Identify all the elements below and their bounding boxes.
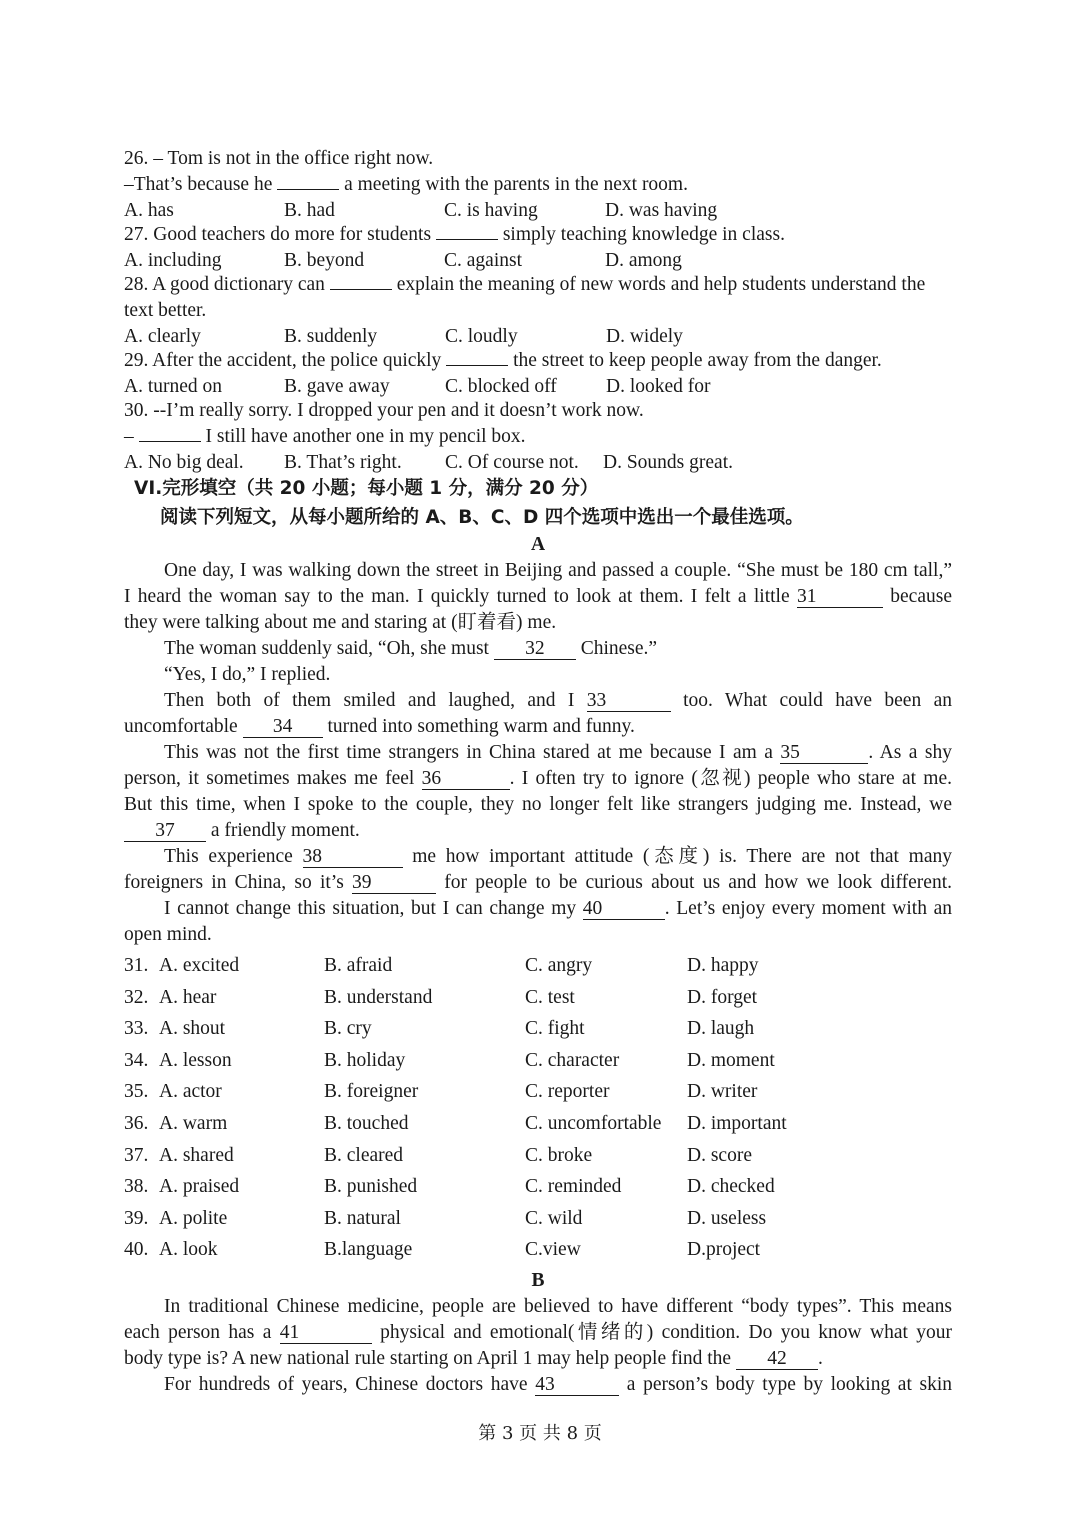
passage-text: The woman suddenly said, “Oh, she must [164,638,494,659]
option-row-32 [124,982,952,1014]
option-a: A. actor [159,1081,222,1103]
option-a: A. shout [159,1018,226,1040]
passage-text: Chinese.” [575,638,658,659]
option-b: B. foreigner [324,1081,419,1103]
option-a: A. has [124,200,174,221]
passage-text: foreigners in China, so it’s [124,872,353,893]
passage-text: . [817,1347,823,1369]
passage-text: a friendly moment. [206,820,360,841]
passage-text: because [882,586,952,607]
question-stem: explain the meaning of new words and help students understand the [391,274,926,295]
passage-a-line [124,792,952,818]
option-c: C. angry [525,955,593,976]
passage-b-heading: B [531,1269,545,1291]
question-stem: 27. Good teachers do more for students [124,224,436,245]
option-c: C. blocked off [445,376,557,397]
passage-a-line [124,766,952,792]
option-row-38 [124,1171,952,1203]
passage-text: turned into something warm and funny. [322,716,635,737]
option-a: A. clearly [124,326,201,347]
option-number: 38. [124,1176,149,1198]
passage-a-line [124,688,952,714]
option-d: D. widely [606,326,683,347]
options-grid [124,950,952,1266]
exam-content [124,146,952,1398]
option-number: 36. [124,1112,149,1134]
question-stem: 28. A good dictionary can [124,274,330,295]
option-b: B. holiday [324,1049,406,1071]
option-c: C. loudly [445,326,518,347]
page-footer: 第 3 页 共 8 页 [478,1423,602,1444]
question-26 [124,146,952,172]
option-b: B. natural [324,1207,401,1229]
blank-40: 40 [583,899,665,920]
passage-text: “Yes, I do,” I replied. [164,664,331,685]
option-d: D. checked [687,1176,775,1198]
option-c: C. character [525,1049,620,1071]
option-number: 35. [124,1081,149,1103]
option-c: C. fight [525,1018,585,1040]
question-28-options [124,324,952,348]
question-26-options [124,198,952,222]
passage-a-line [124,558,952,584]
question-28-line2 [124,298,952,324]
passage-a-line [124,740,952,766]
passage-a-line [124,844,952,870]
option-row-40 [124,1234,952,1266]
option-a: A. polite [159,1207,228,1229]
passage-text: they were talking about me and staring at (盯着看) me. [124,612,557,633]
option-d: D. Sounds great. [603,452,733,473]
passage-a-line [124,636,952,662]
option-c: C. uncomfortable [525,1112,662,1134]
passage-text: . As a shy [868,742,952,763]
passage-text: body type is? A new national rule starting on April 1 may help people find the [124,1347,736,1369]
option-row-37 [124,1140,952,1172]
option-number: 32. [124,986,149,1008]
question-30 [124,398,952,424]
answer-blank [446,365,508,366]
blank-41: 41 [280,1323,372,1344]
option-c: C. is having [444,200,538,221]
option-d: D.project [687,1239,761,1261]
option-row-33 [124,1013,952,1045]
stem-text: – [124,426,139,447]
option-b: B. cleared [324,1144,404,1166]
option-b: B. understand [324,986,433,1008]
option-row-35 [124,1076,952,1108]
option-b: B. gave away [284,376,390,397]
answer-blank [330,289,392,290]
blank-32: 32 [494,639,576,660]
question-stem: text better. [124,300,207,321]
stem-text: –That’s because he [124,174,278,195]
blank-34: 34 [243,717,323,738]
section-instruction: 阅读下列短文，从每小题所给的 A、B、C、D 四个选项中选出一个最佳选项。 [160,507,804,528]
question-26-line2 [124,172,952,198]
passage-text: But this time, when I spoke to the couple, they no longer felt like strangers judging me. Instead, we [124,794,952,815]
option-b: B. afraid [324,955,393,976]
option-d: D. score [687,1144,752,1166]
option-a: A. praised [159,1176,240,1198]
blank-38: 38 [303,847,403,868]
passage-text: a person’s body type by looking at skin [619,1373,952,1395]
passage-text: In traditional Chinese medicine, people are believed to have different “body types”. This means [164,1295,952,1317]
passage-text: . I often try to ignore (忽视) people who stare at me. [509,768,952,789]
option-c: C. broke [525,1144,593,1166]
option-a: A. warm [159,1112,228,1134]
blank-31: 31 [797,587,883,608]
passage-text: for people to be curious about us and how we look different. [436,872,952,893]
question-stem: 29. After the accident, the police quickly [124,350,447,371]
blank-36: 36 [422,769,510,790]
option-b: B. punished [324,1176,418,1198]
question-stem: simply teaching knowledge in class. [497,224,785,245]
passage-text: This experience [164,846,303,867]
option-c: C. reminded [525,1176,622,1198]
passage-text: me how important attitude (态度) is. There are not that many [402,846,952,867]
option-row-39 [124,1203,952,1235]
question-stem: the street to keep people away from the danger. [508,350,882,371]
passage-a-line [124,870,952,896]
option-d: D. moment [687,1049,775,1071]
option-d: D. forget [687,986,758,1008]
passage-a-line [124,818,952,844]
option-a: A. hear [159,986,217,1008]
option-number: 39. [124,1207,149,1229]
option-a: A. including [124,250,222,271]
passage-text: . Let’s enjoy every moment with an [664,898,952,919]
option-c: C.view [525,1239,581,1261]
passage-text: uncomfortable [124,716,243,737]
question-27 [124,222,952,248]
answer-blank [436,239,498,240]
passage-text: Then both of them smiled and laughed, and I [164,690,587,711]
blank-33: 33 [587,691,671,712]
option-d: D. among [605,250,682,271]
option-b: B. touched [324,1112,409,1134]
passage-a-line [124,896,952,922]
option-b: B. cry [324,1018,372,1040]
passage-text: each person has a [124,1321,280,1343]
option-number: 37. [124,1144,149,1166]
option-d: D. was having [605,200,718,221]
passage-text: physical and emotional(情绪的) condition. Do you know what your [371,1321,952,1343]
option-d: D. happy [687,955,759,976]
passage-a-line [124,584,952,610]
question-29-options [124,374,952,398]
option-b: B. had [284,200,335,221]
stem-text: a meeting with the parents in the next room. [339,174,688,195]
blank-39: 39 [352,873,436,894]
option-a: A. lesson [159,1049,232,1071]
option-c: C. reporter [525,1081,610,1103]
option-c: C. test [525,986,575,1008]
question-29 [124,348,952,374]
question-30-options [124,450,952,474]
stem-text: I still have another one in my pencil box. [200,426,526,447]
passage-text: person, it sometimes makes me feel [124,768,422,789]
passage-text: I heard the woman say to the man. I quickly turned to look at them. I felt a little [124,586,797,607]
option-d: D. laugh [687,1018,755,1040]
option-a: A. excited [159,955,240,976]
question-27-options [124,248,952,272]
option-a: A. look [159,1239,218,1261]
blank-43: 43 [535,1375,619,1396]
passage-b-line [124,1320,952,1346]
option-b: B.language [324,1239,413,1261]
passage-text: One day, I was walking down the street in Beijing and passed a couple. “She must be 180 cm tall,” [164,560,952,581]
option-b: B. beyond [284,250,365,271]
option-row-31 [124,950,952,982]
option-b: B. suddenly [284,326,378,347]
answer-blank [277,189,339,190]
option-a: A. shared [159,1144,234,1166]
passage-a-line [124,610,952,636]
question-stem: 30. --I’m really sorry. I dropped your pen and it doesn’t work now. [124,400,644,421]
passage-a-line [124,662,952,688]
passage-a-heading: A [530,534,546,555]
question-28 [124,272,952,298]
option-d: D. writer [687,1081,758,1103]
question-30-line2 [124,424,952,450]
section-title: VI.完形填空（共 20 小题；每小题 1 分，满分 20 分） [134,478,599,499]
option-a: A. turned on [124,376,223,397]
passage-b-line [124,1294,952,1320]
answer-blank [139,441,201,442]
option-row-34 [124,1045,952,1077]
passage-a-line [124,714,952,740]
passage-text: too. What could have been an [670,690,952,711]
option-number: 33. [124,1018,149,1040]
option-number: 31. [124,955,149,976]
option-b: B. That’s right. [284,452,402,473]
passage-text: open mind. [124,924,212,945]
passage-b-line [124,1372,952,1398]
passage-text: For hundreds of years, Chinese doctors have [164,1373,536,1395]
option-d: D. important [687,1112,787,1134]
option-d: D. useless [687,1207,767,1229]
option-c: C. against [444,250,522,271]
blank-42: 42 [736,1349,818,1370]
option-number: 40. [124,1239,149,1261]
option-c: C. Of course not. [445,452,579,473]
passage-a-line [124,922,952,948]
option-a: A. No big deal. [124,452,244,473]
option-d: D. looked for [606,376,711,397]
option-c: C. wild [525,1207,583,1229]
blank-37: 37 [124,821,206,842]
blank-35: 35 [780,743,868,764]
passage-text: This was not the first time strangers in China stared at me because I am a [164,742,781,763]
option-number: 34. [124,1049,149,1071]
passage-b-line [124,1346,952,1372]
passage-text: I cannot change this situation, but I can change my [164,898,583,919]
question-stem: 26. – Tom is not in the office right now. [124,148,434,169]
option-row-36 [124,1108,952,1140]
